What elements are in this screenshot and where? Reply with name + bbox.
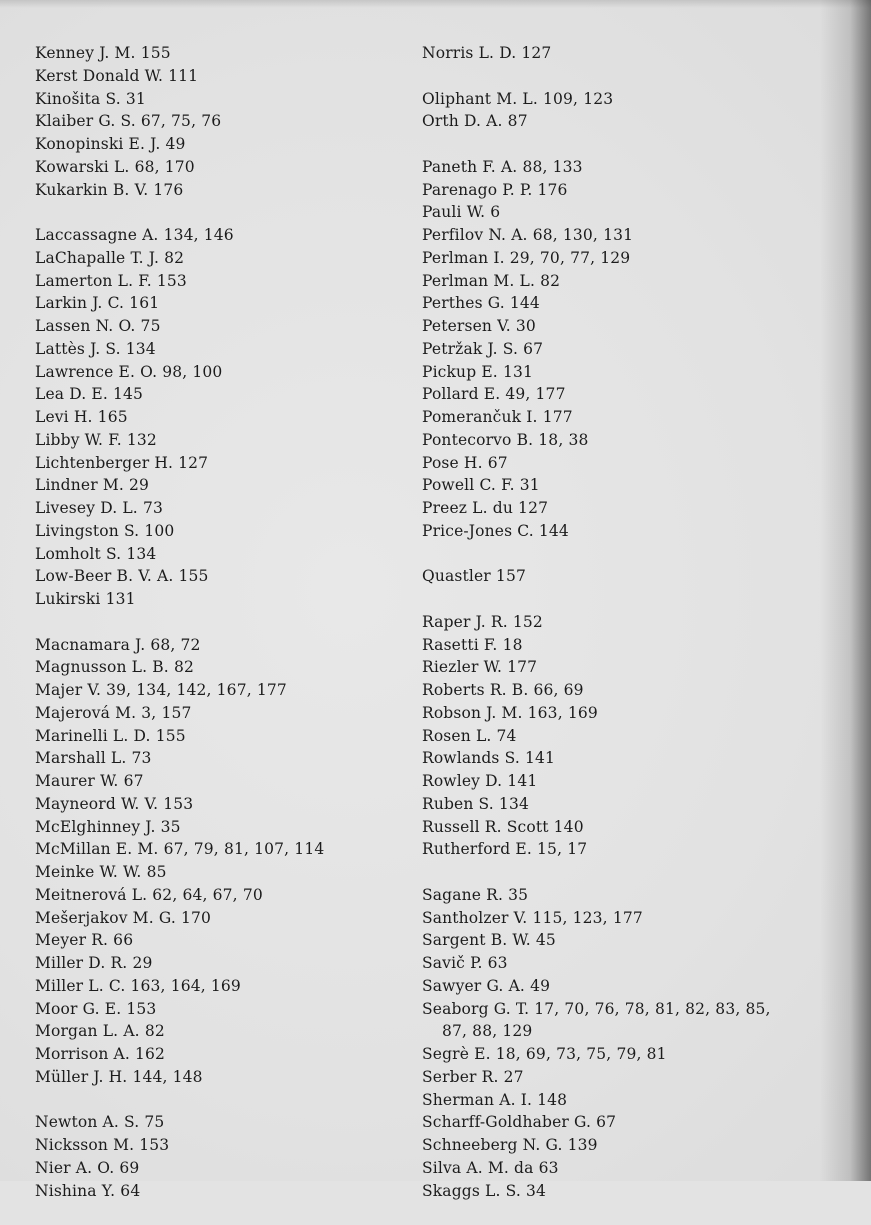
index-entry [422,998,842,1044]
index-entry: Laccassagne A. 134, 146 [35,226,234,244]
index-entry: Raper J. R. 152 [422,612,543,631]
index-entry: Rutherford E. 15, 17 [422,840,588,859]
index-group-n-cont [422,42,842,65]
index-entry: Ruben S. 134 [422,794,529,813]
index-entry: Rowley D. 141 [422,772,538,790]
index-entry: Livingston S. 100 [35,521,175,540]
index-entry: Pose H. 67 [422,453,508,472]
index-entry: Sawyer G. A. 49 [422,976,551,995]
index-entry: Magnusson L. B. 82 [35,658,194,677]
index-entry: Quastler 157 [422,567,526,586]
index-entry: Mayneord W. V. 153 [35,794,194,813]
index-entry: Pauli W. 6 [422,203,501,222]
index-entry: Moor G. E. 153 [35,999,157,1018]
index-entry: Scharff-Goldhaber G. 67 [422,1113,617,1132]
index-entry: Serber R. 27 [422,1067,524,1086]
index-entry: Lassen N. O. 75 [35,317,161,335]
index-group-p [422,156,842,543]
index-entry: Mešerjakov M. G. 170 [35,908,212,927]
index-entry: Kowarski L. 68, 170 [35,157,195,176]
index-group-q [422,565,842,588]
index-entry: Parenago P. P. 176 [422,180,568,199]
index-entry-text: Seaborg G. T. 17, 70, 76, 78, 81, 82, 83, 85, [422,999,771,1018]
index-entry: Pollard E. 49, 177 [422,385,566,404]
index-entry: Marshall L. 73 [35,749,152,768]
index-entry: Marinelli L. D. 155 [35,726,186,745]
index-entry: Russell R. Scott 140 [422,817,584,836]
index-entry: Meyer R. 66 [35,931,134,950]
index-entry: Robson J. M. 163, 169 [422,703,598,722]
index-entry: Levi H. 165 [35,408,128,426]
index-entry: Perlman M. L. 82 [422,271,561,290]
index-entry: Pickup E. 131 [422,362,533,381]
index-entry: Maurer W. 67 [35,772,144,790]
index-entry: Kinošita S. 31 [35,89,146,108]
index-entry: Preez L. du 127 [422,499,549,517]
index-entry: Morgan L. A. 82 [35,1022,165,1041]
index-entry: Müller J. H. 144, 148 [35,1067,203,1086]
index-entry: Sagane R. 35 [422,885,529,904]
index-group-k [35,42,415,201]
index-entry: Paneth F. A. 88, 133 [422,157,583,176]
index-entry: LaChapalle T. J. 82 [35,248,185,267]
index-entry-continuation: 87, 88, 129 [442,1022,533,1041]
index-entry: Perlman I. 29, 70, 77, 129 [422,248,631,267]
index-entry: Libby W. F. 132 [35,430,157,449]
index-entry: Newton A. S. 75 [35,1113,165,1132]
index-entry: Rasetti F. 18 [422,635,523,654]
index-entry: Livesey D. L. 73 [35,499,163,517]
index-entry: Skaggs L. S. 34 [422,1181,547,1200]
index-entry: Lamerton L. F. 153 [35,271,187,290]
index-entry: Kukarkin B. V. 176 [35,180,184,199]
index-entry: Lea D. E. 145 [35,385,144,404]
index-group-r [422,611,842,861]
index-entry: Pontecorvo B. 18, 38 [422,430,589,449]
index-entry: Kenney J. M. 155 [35,44,171,62]
index-entry: Lomholt S. 134 [35,544,157,563]
index-group-o [422,88,842,134]
index-entry: Macnamara J. 68, 72 [35,635,201,654]
index-entry: Nishina Y. 64 [35,1181,141,1200]
index-entry: Miller D. R. 29 [35,954,153,972]
index-entry: Lindner M. 29 [35,476,150,495]
index-entry: Sherman A. I. 148 [422,1090,568,1109]
index-entry: Larkin J. C. 161 [35,294,160,313]
index-entry: Morrison A. 162 [35,1045,166,1063]
index-entry: Meinke W. W. 85 [35,863,167,881]
index-entry: Rosen L. 74 [422,726,517,745]
right-column [422,42,842,1225]
index-entry: Meitnerová L. 62, 64, 67, 70 [35,885,263,904]
index-entry: Petersen V. 30 [422,317,536,335]
index-entry: Schneeberg N. G. 139 [422,1136,598,1154]
index-entry: Nier A. O. 69 [35,1158,140,1177]
index-entry: Majer V. 39, 134, 142, 167, 177 [35,681,287,699]
index-entry: Miller L. C. 163, 164, 169 [35,976,241,995]
index-entry: Santholzer V. 115, 123, 177 [422,908,643,927]
index-group-m [35,634,415,1089]
index-entry: Oliphant M. L. 109, 123 [422,89,614,108]
index-entry: Segrè E. 18, 69, 73, 75, 79, 81 [422,1045,667,1063]
index-entry: Lichtenberger H. 127 [35,453,209,472]
index-entry: Silva A. M. da 63 [422,1158,559,1177]
index-entry: Kerst Donald W. 111 [35,66,199,85]
index-entry: Orth D. A. 87 [422,112,528,131]
index-entry: Powell C. F. 31 [422,476,540,495]
index-entry: McMillan E. M. 67, 79, 81, 107, 114 [35,840,325,859]
index-entry: Rowlands S. 141 [422,749,556,768]
index-entry: Roberts R. B. 66, 69 [422,681,584,699]
index-entry: Savič P. 63 [422,954,508,972]
index-entry: Sargent B. W. 45 [422,931,556,950]
index-entry: Norris L. D. 127 [422,44,552,62]
index-entry: Low-Beer B. V. A. 155 [35,567,209,586]
index-entry: Lawrence E. O. 98, 100 [35,362,223,381]
left-column [35,42,415,1225]
index-entry: Nicksson M. 153 [35,1136,170,1154]
index-entry: Pomerančuk I. 177 [422,408,573,426]
index-group-s [422,884,842,1203]
index-group-l [35,224,415,611]
index-entry: Perthes G. 144 [422,294,540,313]
index-entry: Perfilov N. A. 68, 130, 131 [422,226,634,244]
index-entry: Klaiber G. S. 67, 75, 76 [35,112,222,131]
index-entry: McElghinney J. 35 [35,817,181,836]
index-entry: Lattès J. S. 134 [35,339,156,358]
index-entry: Price-Jones C. 144 [422,521,569,540]
index-entry: Riezler W. 177 [422,658,538,677]
index-entry: Lukirski 131 [35,590,136,608]
index-entry: Konopinski E. J. 49 [35,135,186,153]
index-entry: Majerová M. 3, 157 [35,703,192,722]
index-group-n [35,1111,415,1202]
index-entry: Petržak J. S. 67 [422,339,544,358]
